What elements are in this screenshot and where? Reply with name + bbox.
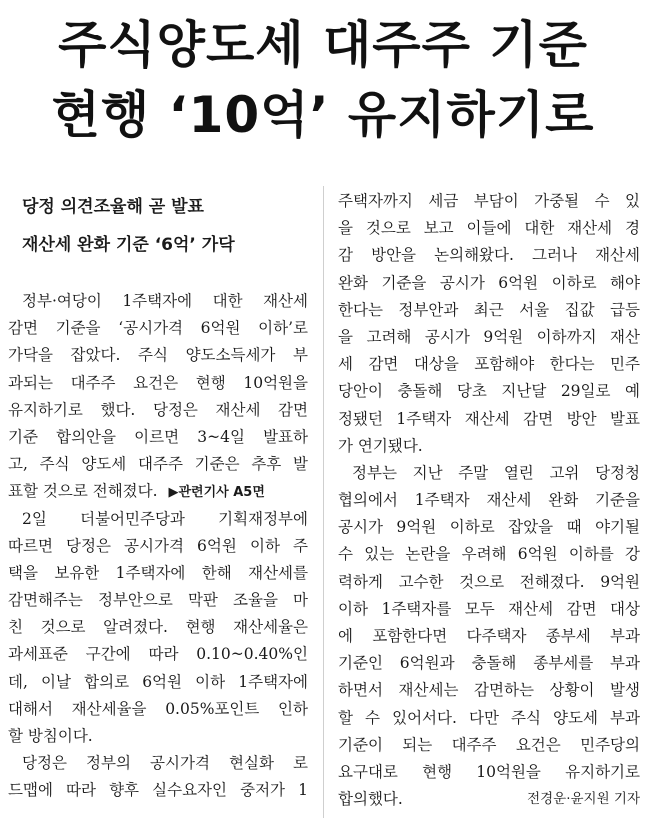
body-line: 따르면 당정은 공시가격 6억원 이하 주 — [8, 536, 308, 555]
body-line: 요구대로 현행 10억원을 유지하기로 — [338, 762, 640, 781]
column-divider — [323, 186, 324, 818]
body-line: 정부·여당이 1주택자에 대한 재산세 — [22, 292, 308, 310]
body-line: 을 고려해 공시가 9억원 이하까지 재산 — [338, 327, 640, 346]
article-column-left — [8, 188, 308, 805]
body-line-text: 합의했다. — [338, 790, 403, 809]
headline-line-1: 주식양도세 대주주 기준 — [58, 16, 588, 74]
body-line: 이하 1주택자를 모두 재산세 감면 대상 — [338, 599, 640, 618]
body-line: 대해서 재산세율을 0.05%포인트 인하 — [8, 699, 308, 718]
subheading-2: 재산세 완화 기준 ‘6억’ 가닥 — [22, 235, 235, 255]
body-line-text: 표할 것으로 전해졌다. — [8, 482, 158, 501]
article-column-right — [338, 188, 640, 813]
body-line: 유지하기로 했다. 당정은 재산세 감면 — [8, 400, 308, 419]
body-line: 을 것으로 보고 이들에 대한 재산세 경 — [338, 219, 640, 238]
body-line: 가 연기됐다. — [338, 436, 423, 455]
body-line: 당안이 충돌해 당초 지난달 29일로 예 — [338, 382, 640, 401]
body-line: 주택자까지 세금 부담이 가중될 수 있 — [338, 192, 640, 210]
body-line: 택을 보유한 1주택자에 한해 재산세를 — [8, 563, 308, 582]
body-line: 하면서 재산세는 감면하는 상황이 발생 — [338, 681, 640, 700]
body-line: 2일 더불어민주당과 기획재정부에 — [22, 509, 308, 528]
related-article-link[interactable]: ▶관련기사 A5면 — [168, 485, 265, 501]
body-line-with-reference — [8, 478, 308, 505]
body-line: 감면 기준을 ‘공시가격 6억원 이하’로 — [8, 319, 308, 338]
body-line: 력하게 고수한 것으로 전해졌다. 9억원 — [338, 572, 640, 591]
body-line: 과세표준 구간에 따라 0.10~0.40%인 — [8, 645, 308, 664]
byline: 전경운·윤지원 기자 — [527, 791, 640, 808]
body-line: 한다는 정부안과 최근 서울 집값 급등 — [338, 300, 640, 319]
body-line: 세 감면 대상을 포함해야 한다는 민주 — [338, 355, 640, 374]
body-line: 당정은 정부의 공시가격 현실화 로 — [22, 754, 308, 773]
body-line: 정부는 지난 주말 열린 고위 당정청 — [352, 463, 640, 482]
body-line: 과되는 대주주 요건은 현행 10억원을 — [8, 373, 308, 392]
body-line: 가닥을 잡았다. 주식 양도소득세가 부 — [8, 346, 308, 365]
body-line: 에 포함한다면 다주택자 종부세 부과 — [338, 627, 640, 645]
body-line: 기준 합의안을 이르면 3~4일 발표하 — [8, 427, 308, 446]
body-line: 수 있는 논란을 우려해 6억원 이하를 강 — [338, 545, 640, 564]
body-line: 친 것으로 알려졌다. 현행 재산세율은 — [8, 618, 308, 637]
body-line: 기준이 되는 대주주 요건은 민주당의 — [338, 735, 640, 754]
body-line: 협의에서 1주택자 재산세 완화 기준을 — [338, 491, 640, 510]
body-line: 정됐던 1주택자 재산세 감면 방안 발표 — [338, 409, 640, 428]
body-line: 기준인 6억원과 충돌해 종부세를 부과 — [338, 654, 640, 673]
body-line: 공시가 9억원 이하로 잡았을 때 야기될 — [338, 518, 640, 537]
headline-line-2: 현행 ‘10억’ 유지하기로 — [51, 86, 595, 144]
body-line: 데, 이날 합의로 6억원 이하 1주택자에 — [8, 672, 308, 691]
body-line: 고, 주식 양도세 대주주 기준은 추후 발 — [8, 455, 308, 474]
subheading-1: 당정 의견조율해 곧 발표 — [22, 197, 204, 217]
body-line: 완화 기준을 공시가 6억원 이하로 해야 — [338, 273, 640, 292]
body-line: 할 수 있어서다. 다만 주식 양도세 부과 — [338, 708, 640, 727]
subheadings — [8, 188, 308, 264]
body-line: 감 방안을 논의해왔다. 그러나 재산세 — [338, 246, 640, 265]
headline — [0, 10, 646, 150]
body-line: 드맵에 따라 향후 실수요자인 중저가 1 — [8, 781, 308, 800]
body-line: 할 방침이다. — [8, 727, 93, 745]
body-line: 감면해주는 정부안으로 막판 조율을 마 — [8, 591, 308, 610]
body-line-with-byline — [338, 786, 640, 813]
